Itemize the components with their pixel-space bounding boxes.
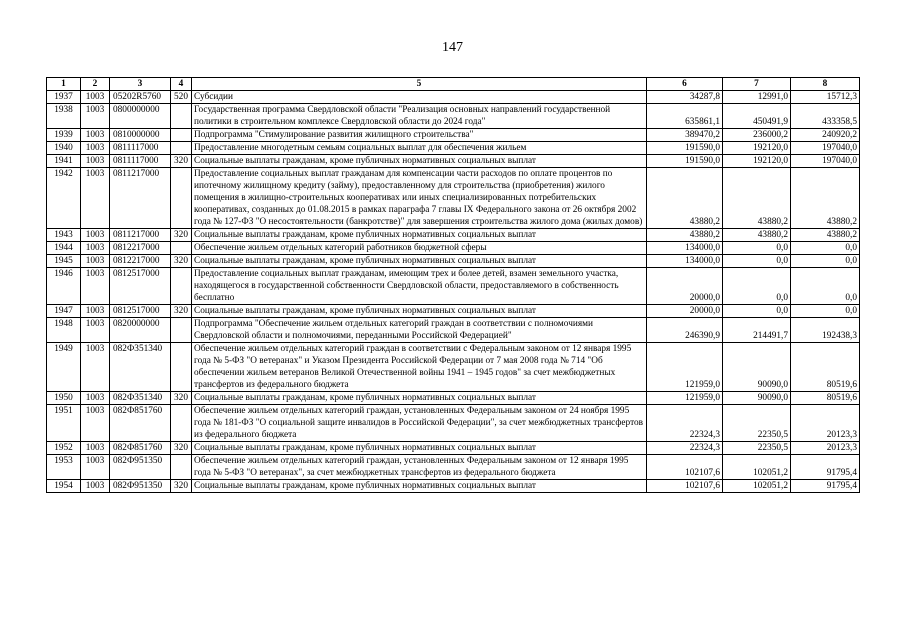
amount-col8-cell: 0,0 [791,268,860,305]
amount-col6-cell: 20000,0 [647,305,723,318]
target-code-cell: 082Ф951350 [110,455,171,480]
item-name-cell: Социальные выплаты гражданам, кроме публичных нормативных социальных выплат [192,305,647,318]
amount-col8-cell: 0,0 [791,305,860,318]
table-row [47,442,860,455]
header-cell: 5 [192,78,647,91]
amount-col7-cell: 0,0 [723,255,791,268]
table-row [47,455,860,480]
section-code-cell: 1003 [81,168,110,229]
amount-col8-cell: 91795,4 [791,480,860,493]
amount-col6-cell: 134000,0 [647,242,723,255]
expense-type-cell: 520 [171,91,192,104]
table-row [47,343,860,392]
expense-type-cell: 320 [171,305,192,318]
amount-col8-cell: 20123,3 [791,442,860,455]
amount-col6-cell: 121959,0 [647,392,723,405]
amount-col7-cell: 90090,0 [723,392,791,405]
expense-type-cell [171,142,192,155]
target-code-cell: 082Ф951350 [110,480,171,493]
expense-type-cell: 320 [171,392,192,405]
table-row [47,168,860,229]
target-code-cell: 0820000000 [110,318,171,343]
expense-type-cell [171,268,192,305]
amount-col7-cell: 192120,0 [723,142,791,155]
item-name-cell: Обеспечение жильем отдельных категорий граждан в соответствии с Федеральным законом от 12 января 1995 года № 5-ФЗ "О ветеранах" и Указом Президента Российской Федерации от 7 мая 2008 года № 714 "Об обеспечении жильем ветеранов Великой Отечественной войны 1941 – 1945 годов" за счет межбюджетных трансфертов из федерального бюджета [192,343,647,392]
amount-col8-cell: 240920,2 [791,129,860,142]
target-code-cell: 0810000000 [110,129,171,142]
amount-col6-cell: 191590,0 [647,155,723,168]
page-number: 147 [442,40,463,55]
table-row [47,91,860,104]
item-name-cell: Субсидии [192,91,647,104]
row-number-cell: 1944 [47,242,81,255]
target-code-cell: 05202R5760 [110,91,171,104]
row-number-cell: 1942 [47,168,81,229]
expense-type-cell: 320 [171,442,192,455]
row-number-cell: 1940 [47,142,81,155]
target-code-cell: 082Ф851760 [110,442,171,455]
expense-type-cell [171,104,192,129]
expense-type-cell: 320 [171,229,192,242]
item-name-cell: Предоставление социальных выплат гражданам для компенсации части расходов по оплате процентов по ипотечному жилищному кредиту (займу), предоставленному для строительства (приобретения) жилого помещения в жилищно-строительных кооперативах или иных специализированных потребительских кооперативах, созданных до 01.08.2015 в рамках параграфа 7 главы IX Федерального закона от 26 октября 2002 года № 127-ФЗ "О несостоятельности (банкротстве)" для завершения строительства жилого дома (жилых домов) [192,168,647,229]
amount-col6-cell: 635861,1 [647,104,723,129]
section-code-cell: 1003 [81,318,110,343]
expense-type-cell [171,405,192,442]
row-number-cell: 1947 [47,305,81,318]
target-code-cell: 0811217000 [110,229,171,242]
section-code-cell: 1003 [81,142,110,155]
expense-type-cell [171,318,192,343]
amount-col8-cell: 20123,3 [791,405,860,442]
item-name-cell: Предоставление многодетным семьям социальных выплат для обеспечения жильем [192,142,647,155]
header-cell: 6 [647,78,723,91]
row-number-cell: 1939 [47,129,81,142]
table-row [47,405,860,442]
section-code-cell: 1003 [81,480,110,493]
amount-col7-cell: 43880,2 [723,168,791,229]
target-code-cell: 0811117000 [110,142,171,155]
header-cell: 7 [723,78,791,91]
table-row [47,480,860,493]
header-cell: 8 [791,78,860,91]
amount-col7-cell: 0,0 [723,305,791,318]
row-number-cell: 1945 [47,255,81,268]
row-number-cell: 1937 [47,91,81,104]
amount-col7-cell: 0,0 [723,242,791,255]
section-code-cell: 1003 [81,343,110,392]
amount-col7-cell: 12991,0 [723,91,791,104]
amount-col8-cell: 80519,6 [791,392,860,405]
table-row [47,155,860,168]
amount-col7-cell: 214491,7 [723,318,791,343]
expense-type-cell [171,455,192,480]
table-row [47,255,860,268]
target-code-cell: 0812517000 [110,305,171,318]
target-code-cell: 0800000000 [110,104,171,129]
expense-type-cell [171,168,192,229]
amount-col6-cell: 102107,6 [647,480,723,493]
amount-col8-cell: 43880,2 [791,229,860,242]
row-number-cell: 1950 [47,392,81,405]
amount-col7-cell: 22350,5 [723,405,791,442]
target-code-cell: 0812217000 [110,255,171,268]
expense-type-cell [171,343,192,392]
amount-col7-cell: 90090,0 [723,343,791,392]
section-code-cell: 1003 [81,91,110,104]
row-number-cell: 1954 [47,480,81,493]
amount-col6-cell: 22324,3 [647,442,723,455]
amount-col6-cell: 121959,0 [647,343,723,392]
amount-col8-cell: 0,0 [791,255,860,268]
item-name-cell: Социальные выплаты гражданам, кроме публичных нормативных социальных выплат [192,442,647,455]
amount-col6-cell: 102107,6 [647,455,723,480]
table-row [47,229,860,242]
row-number-cell: 1953 [47,455,81,480]
amount-col8-cell: 43880,2 [791,168,860,229]
amount-col8-cell: 192438,3 [791,318,860,343]
target-code-cell: 0811117000 [110,155,171,168]
target-code-cell: 0812217000 [110,242,171,255]
item-name-cell: Социальные выплаты гражданам, кроме публичных нормативных социальных выплат [192,480,647,493]
amount-col7-cell: 43880,2 [723,229,791,242]
budget-table [46,77,860,493]
expense-type-cell: 320 [171,255,192,268]
amount-col8-cell: 197040,0 [791,155,860,168]
amount-col6-cell: 34287,8 [647,91,723,104]
item-name-cell: Социальные выплаты гражданам, кроме публичных нормативных социальных выплат [192,255,647,268]
expense-type-cell [171,242,192,255]
header-cell: 4 [171,78,192,91]
target-code-cell: 082Ф851760 [110,405,171,442]
section-code-cell: 1003 [81,405,110,442]
item-name-cell: Государственная программа Свердловской области "Реализация основных направлений государственной политики в строительном комплексе Свердловской области до 2024 года" [192,104,647,129]
row-number-cell: 1949 [47,343,81,392]
section-code-cell: 1003 [81,392,110,405]
amount-col6-cell: 246390,9 [647,318,723,343]
item-name-cell: Подпрограмма "Стимулирование развития жилищного строительства" [192,129,647,142]
expense-type-cell [171,129,192,142]
target-code-cell: 0812517000 [110,268,171,305]
section-code-cell: 1003 [81,229,110,242]
expense-type-cell: 320 [171,480,192,493]
amount-col8-cell: 91795,4 [791,455,860,480]
header-cell: 3 [110,78,171,91]
target-code-cell: 082Ф351340 [110,392,171,405]
section-code-cell: 1003 [81,268,110,305]
row-number-cell: 1943 [47,229,81,242]
amount-col7-cell: 22350,5 [723,442,791,455]
amount-col7-cell: 0,0 [723,268,791,305]
amount-col6-cell: 389470,2 [647,129,723,142]
table-row [47,268,860,305]
amount-col6-cell: 20000,0 [647,268,723,305]
section-code-cell: 1003 [81,455,110,480]
section-code-cell: 1003 [81,305,110,318]
section-code-cell: 1003 [81,104,110,129]
item-name-cell: Предоставление социальных выплат гражданам, имеющим трех и более детей, взамен земельного участка, находящегося в государственной собственности Свердловской области, предоставляемого в собственность бесплатно [192,268,647,305]
table-row [47,392,860,405]
table-row [47,142,860,155]
amount-col7-cell: 236000,2 [723,129,791,142]
section-code-cell: 1003 [81,442,110,455]
row-number-cell: 1951 [47,405,81,442]
row-number-cell: 1946 [47,268,81,305]
amount-col8-cell: 80519,6 [791,343,860,392]
target-code-cell: 082Ф351340 [110,343,171,392]
amount-col7-cell: 102051,2 [723,480,791,493]
expense-type-cell: 320 [171,155,192,168]
amount-col7-cell: 192120,0 [723,155,791,168]
amount-col6-cell: 134000,0 [647,255,723,268]
header-cell: 1 [47,78,81,91]
table-row [47,129,860,142]
table-row [47,305,860,318]
item-name-cell: Социальные выплаты гражданам, кроме публичных нормативных социальных выплат [192,155,647,168]
amount-col6-cell: 191590,0 [647,142,723,155]
table-row [47,318,860,343]
table-row [47,104,860,129]
row-number-cell: 1938 [47,104,81,129]
section-code-cell: 1003 [81,242,110,255]
item-name-cell: Обеспечение жильем отдельных категорий граждан, установленных Федеральным законом от 24 ноября 1995 года № 181-ФЗ "О социальной защите инвалидов в Российской Федерации", за счет межбюджетных трансфертов из федерального бюджета [192,405,647,442]
amount-col8-cell: 433358,5 [791,104,860,129]
target-code-cell: 0811217000 [110,168,171,229]
table-header-row [47,78,860,91]
amount-col8-cell: 197040,0 [791,142,860,155]
section-code-cell: 1003 [81,155,110,168]
item-name-cell: Обеспечение жильем отдельных категорий работников бюджетной сферы [192,242,647,255]
item-name-cell: Социальные выплаты гражданам, кроме публичных нормативных социальных выплат [192,229,647,242]
item-name-cell: Обеспечение жильем отдельных категорий граждан, установленных Федеральным законом от 12 января 1995 года № 5-ФЗ "О ветеранах", за счет межбюджетных трансфертов из федерального бюджета [192,455,647,480]
item-name-cell: Подпрограмма "Обеспечение жильем отдельных категорий граждан в соответствии с полномочиями Свердловской области и полномочиями, переданными Российской Федерацией" [192,318,647,343]
amount-col8-cell: 0,0 [791,242,860,255]
section-code-cell: 1003 [81,129,110,142]
table-row [47,242,860,255]
amount-col8-cell: 15712,3 [791,91,860,104]
header-cell: 2 [81,78,110,91]
amount-col6-cell: 43880,2 [647,168,723,229]
row-number-cell: 1941 [47,155,81,168]
row-number-cell: 1948 [47,318,81,343]
amount-col7-cell: 450491,9 [723,104,791,129]
item-name-cell: Социальные выплаты гражданам, кроме публичных нормативных социальных выплат [192,392,647,405]
amount-col7-cell: 102051,2 [723,455,791,480]
amount-col6-cell: 22324,3 [647,405,723,442]
row-number-cell: 1952 [47,442,81,455]
section-code-cell: 1003 [81,255,110,268]
amount-col6-cell: 43880,2 [647,229,723,242]
